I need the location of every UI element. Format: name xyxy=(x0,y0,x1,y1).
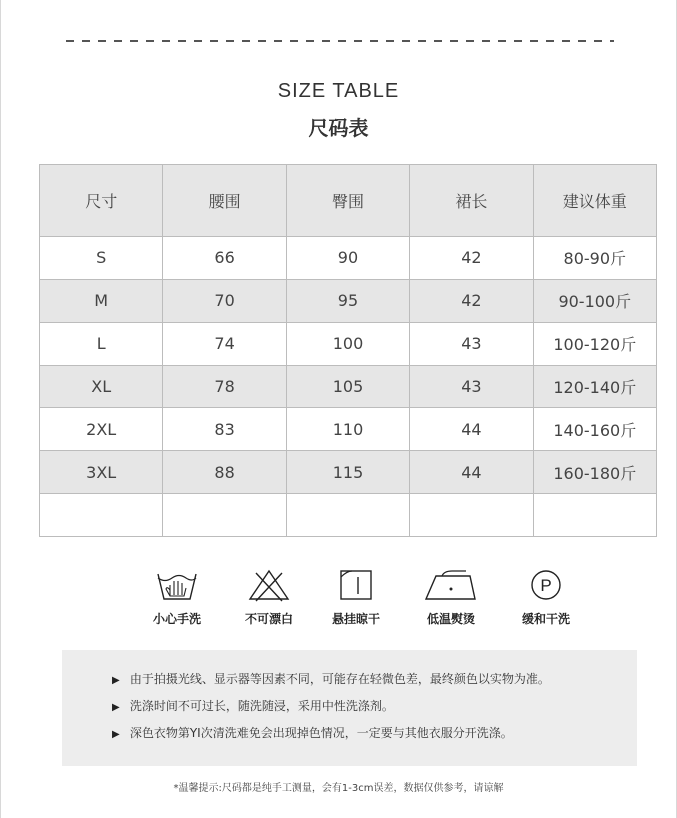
cell-hip: 110 xyxy=(286,408,409,451)
cell-hip: 100 xyxy=(286,322,409,365)
cell-size: L xyxy=(40,322,163,365)
hang-dry-icon xyxy=(332,568,380,602)
note-item xyxy=(112,724,513,741)
care-low-iron xyxy=(406,568,496,627)
cell-waist: 70 xyxy=(163,279,286,322)
cell-hip: 105 xyxy=(286,365,409,408)
header-size: 尺寸 xyxy=(40,165,163,237)
low-iron-icon xyxy=(422,568,480,602)
cell-empty xyxy=(286,494,409,537)
cell-hip: 95 xyxy=(286,279,409,322)
cell-waist: 83 xyxy=(163,408,286,451)
cell-size: M xyxy=(40,279,163,322)
dashed-divider xyxy=(66,40,614,42)
cell-size: S xyxy=(40,237,163,280)
cell-waist: 78 xyxy=(163,365,286,408)
dry-clean-p-icon xyxy=(522,568,570,602)
table-row xyxy=(40,408,657,451)
note-text: 深色衣物第YI次清洗难免会出现掉色情况，一定要与其他衣服分开洗涤。 xyxy=(129,726,513,740)
note-item xyxy=(112,670,550,687)
table-row xyxy=(40,237,657,280)
no-bleach-icon xyxy=(245,568,293,602)
table-row xyxy=(40,279,657,322)
care-hang-dry xyxy=(311,568,401,627)
note-text: 洗涤时间不可过长，随洗随浸，采用中性洗涤剂。 xyxy=(129,699,394,713)
bullet-arrow-icon: ▶ xyxy=(112,702,120,713)
cell-length: 42 xyxy=(410,237,533,280)
care-label-hand-wash: 小心手洗 xyxy=(152,612,201,626)
cell-empty xyxy=(163,494,286,537)
bullet-arrow-icon: ▶ xyxy=(112,729,120,740)
cell-hip: 115 xyxy=(286,451,409,494)
care-label-hang-dry: 悬挂晾干 xyxy=(331,612,380,626)
cell-waist: 66 xyxy=(163,237,286,280)
dry-clean-letter: P xyxy=(540,576,552,595)
cell-weight: 90-100斤 xyxy=(533,279,656,322)
title-english: SIZE TABLE xyxy=(277,80,400,102)
cell-weight: 120-140斤 xyxy=(533,365,656,408)
care-instructions xyxy=(0,568,677,638)
cell-length: 42 xyxy=(410,279,533,322)
cell-hip: 90 xyxy=(286,237,409,280)
header-weight: 建议体重 xyxy=(533,165,656,237)
table-header-row xyxy=(40,165,657,237)
care-label-dry-clean: 缓和干洗 xyxy=(521,612,570,626)
cell-length: 44 xyxy=(410,408,533,451)
cell-size: 3XL xyxy=(40,451,163,494)
cell-empty xyxy=(410,494,533,537)
size-table xyxy=(39,164,657,537)
cell-waist: 74 xyxy=(163,322,286,365)
cell-size: XL xyxy=(40,365,163,408)
cell-length: 43 xyxy=(410,365,533,408)
cell-waist: 88 xyxy=(163,451,286,494)
note-text: 由于拍摄光线、显示器等因素不同，可能存在轻微色差，最终颜色以实物为准。 xyxy=(129,672,550,686)
title-chinese: 尺码表 xyxy=(308,116,369,140)
cell-empty xyxy=(533,494,656,537)
header-waist: 腰围 xyxy=(163,165,286,237)
care-label-no-bleach: 不可漂白 xyxy=(244,612,293,626)
footer-tip: *温馨提示:尺码都是纯手工测量，会有1-3cm误差，数据仅供参考，请谅解 xyxy=(173,783,504,794)
care-dry-clean xyxy=(501,568,591,627)
hand-wash-icon xyxy=(153,568,201,602)
header-hip: 臀围 xyxy=(286,165,409,237)
cell-empty xyxy=(40,494,163,537)
cell-length: 44 xyxy=(410,451,533,494)
cell-weight: 80-90斤 xyxy=(533,237,656,280)
care-no-bleach xyxy=(224,568,314,627)
table-row-empty xyxy=(40,494,657,537)
cell-weight: 160-180斤 xyxy=(533,451,656,494)
cell-weight: 140-160斤 xyxy=(533,408,656,451)
table-row xyxy=(40,451,657,494)
cell-size: 2XL xyxy=(40,408,163,451)
care-label-low-iron: 低温熨烫 xyxy=(426,612,475,626)
bullet-arrow-icon: ▶ xyxy=(112,675,120,686)
table-row xyxy=(40,365,657,408)
table-row xyxy=(40,322,657,365)
care-hand-wash xyxy=(132,568,222,627)
cell-weight: 100-120斤 xyxy=(533,322,656,365)
notes-box xyxy=(62,650,637,766)
cell-length: 43 xyxy=(410,322,533,365)
note-item xyxy=(112,697,394,714)
header-skirt-length: 裙长 xyxy=(410,165,533,237)
